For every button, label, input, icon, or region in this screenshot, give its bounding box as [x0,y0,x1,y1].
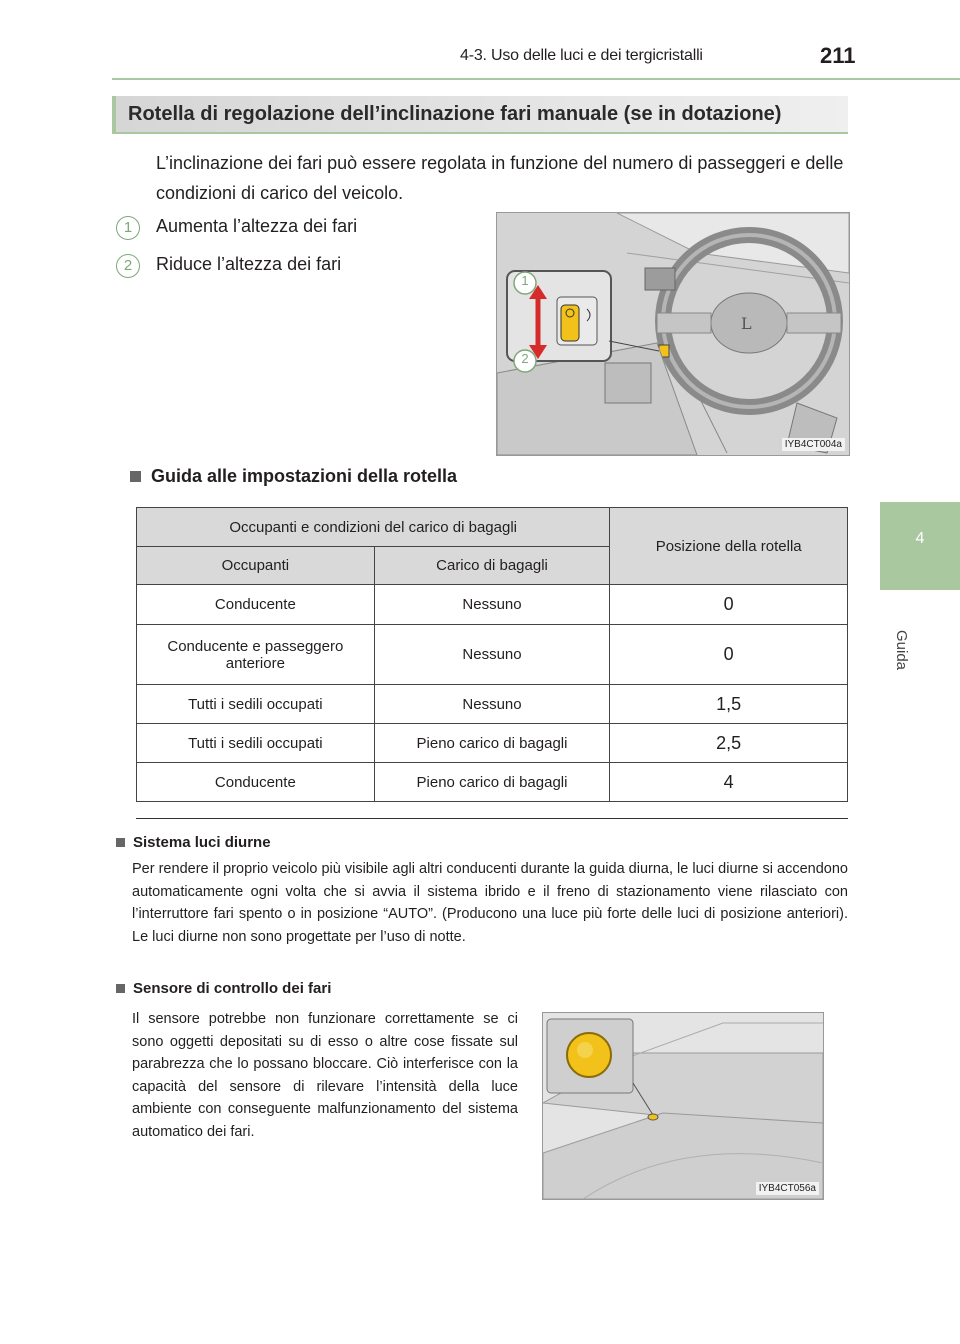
windshield-drawing [543,1013,823,1199]
page-number: 211 [820,43,856,68]
item-number-2: 2 [116,254,140,278]
square-bullet-icon [130,471,141,482]
chapter-tab-label: Guida [893,630,910,671]
callout-2: 2 [521,351,529,366]
svg-text:L: L [741,314,752,333]
item-number-1: 1 [116,216,140,240]
square-bullet-icon [116,984,125,993]
cell-load: Nessuno [374,585,610,625]
item-text-2: Riduce l’altezza dei fari [156,254,342,274]
cell-load: Nessuno [374,685,610,724]
sensor-note-text: Il sensore potrebbe non funzionare correttamente se ci sono oggetti depositati su di esso o altre cose fissate sul parabrezza che lo possano bloccare. Ciò interferisce con la capacità del sensore di rilevare l’intensità della luce ambiente con conseguente malfunzionamento del sistema automatico dei fari. [132,1011,518,1140]
square-bullet-icon [116,838,125,847]
table-row [137,585,848,625]
cell-position: 4 [610,763,848,802]
drl-title-text: Sistema luci diurne [133,834,271,851]
cell-position: 1,5 [610,685,848,724]
cell-occupants: Conducente [137,585,375,625]
header-divider [112,78,960,80]
cell-position: 0 [610,585,848,625]
table-row [137,625,848,685]
cell-position: 2,5 [610,724,848,763]
sensor-note-title [116,980,331,997]
drl-note-text: Per rendere il proprio veicolo più visibile agli altri conducenti durante la guida diurna, le luci diurne si accendono automaticamente ogni volta che si avvia il sistema ibrido e il freno di stazionamento viene rilasciato con l’interruttore fari spento o in posizione “AUTO”. (Producono una luce più forte delle luci di posizione anteriori). Le luci diurne non sono progettate per l’uso di notte. [132,861,848,945]
dial-settings-table [136,507,848,802]
cell-load: Pieno carico di bagagli [374,763,610,802]
group-header: Occupanti e condizioni del carico di bagagli [137,508,610,547]
light-sensor-illustration [542,1012,824,1200]
item-text-1: Aumenta l’altezza dei fari [156,216,358,236]
cell-position: 0 [610,625,848,685]
table-heading [130,466,457,487]
table-row [137,763,848,802]
table-row [137,724,848,763]
chapter-title: 4-3. Uso delle luci e dei tergicristalli [460,47,703,64]
cell-load: Pieno carico di bagagli [374,724,610,763]
figure-code: IYB4CT004a [782,438,845,451]
table-heading-text: Guida alle impostazioni della rotella [151,466,458,486]
sensor-figure-code: IYB4CT056a [756,1182,819,1195]
sensor-title-text: Sensore di controllo dei fari [133,980,332,997]
cell-occupants: Conducente [137,763,375,802]
section-title: Rotella di regolazione dell’inclinazione fari manuale (se in dotazione) [128,103,782,125]
chapter-tab-number: 4 [915,530,925,547]
column-header-load: Carico di bagagli [374,547,610,585]
position-header: Posizione della rotella [610,508,848,585]
callout-1: 1 [521,273,529,288]
table-row [137,685,848,724]
cell-load: Nessuno [374,625,610,685]
notes-divider [136,818,848,819]
column-header-occupants: Occupanti [137,547,375,585]
cell-occupants: Tutti i sedili occupati [137,724,375,763]
section-intro: L’inclinazione dei fari può essere regolata in funzione del numero di passeggeri e delle condizioni di carico del veicolo. [156,153,844,203]
dashboard-drawing [497,213,849,455]
cell-occupants: Tutti i sedili occupati [137,685,375,724]
cell-occupants: Conducente e passeggero anteriore [137,625,375,685]
drl-note-title [116,834,271,851]
headlight-dial-illustration [496,212,850,456]
